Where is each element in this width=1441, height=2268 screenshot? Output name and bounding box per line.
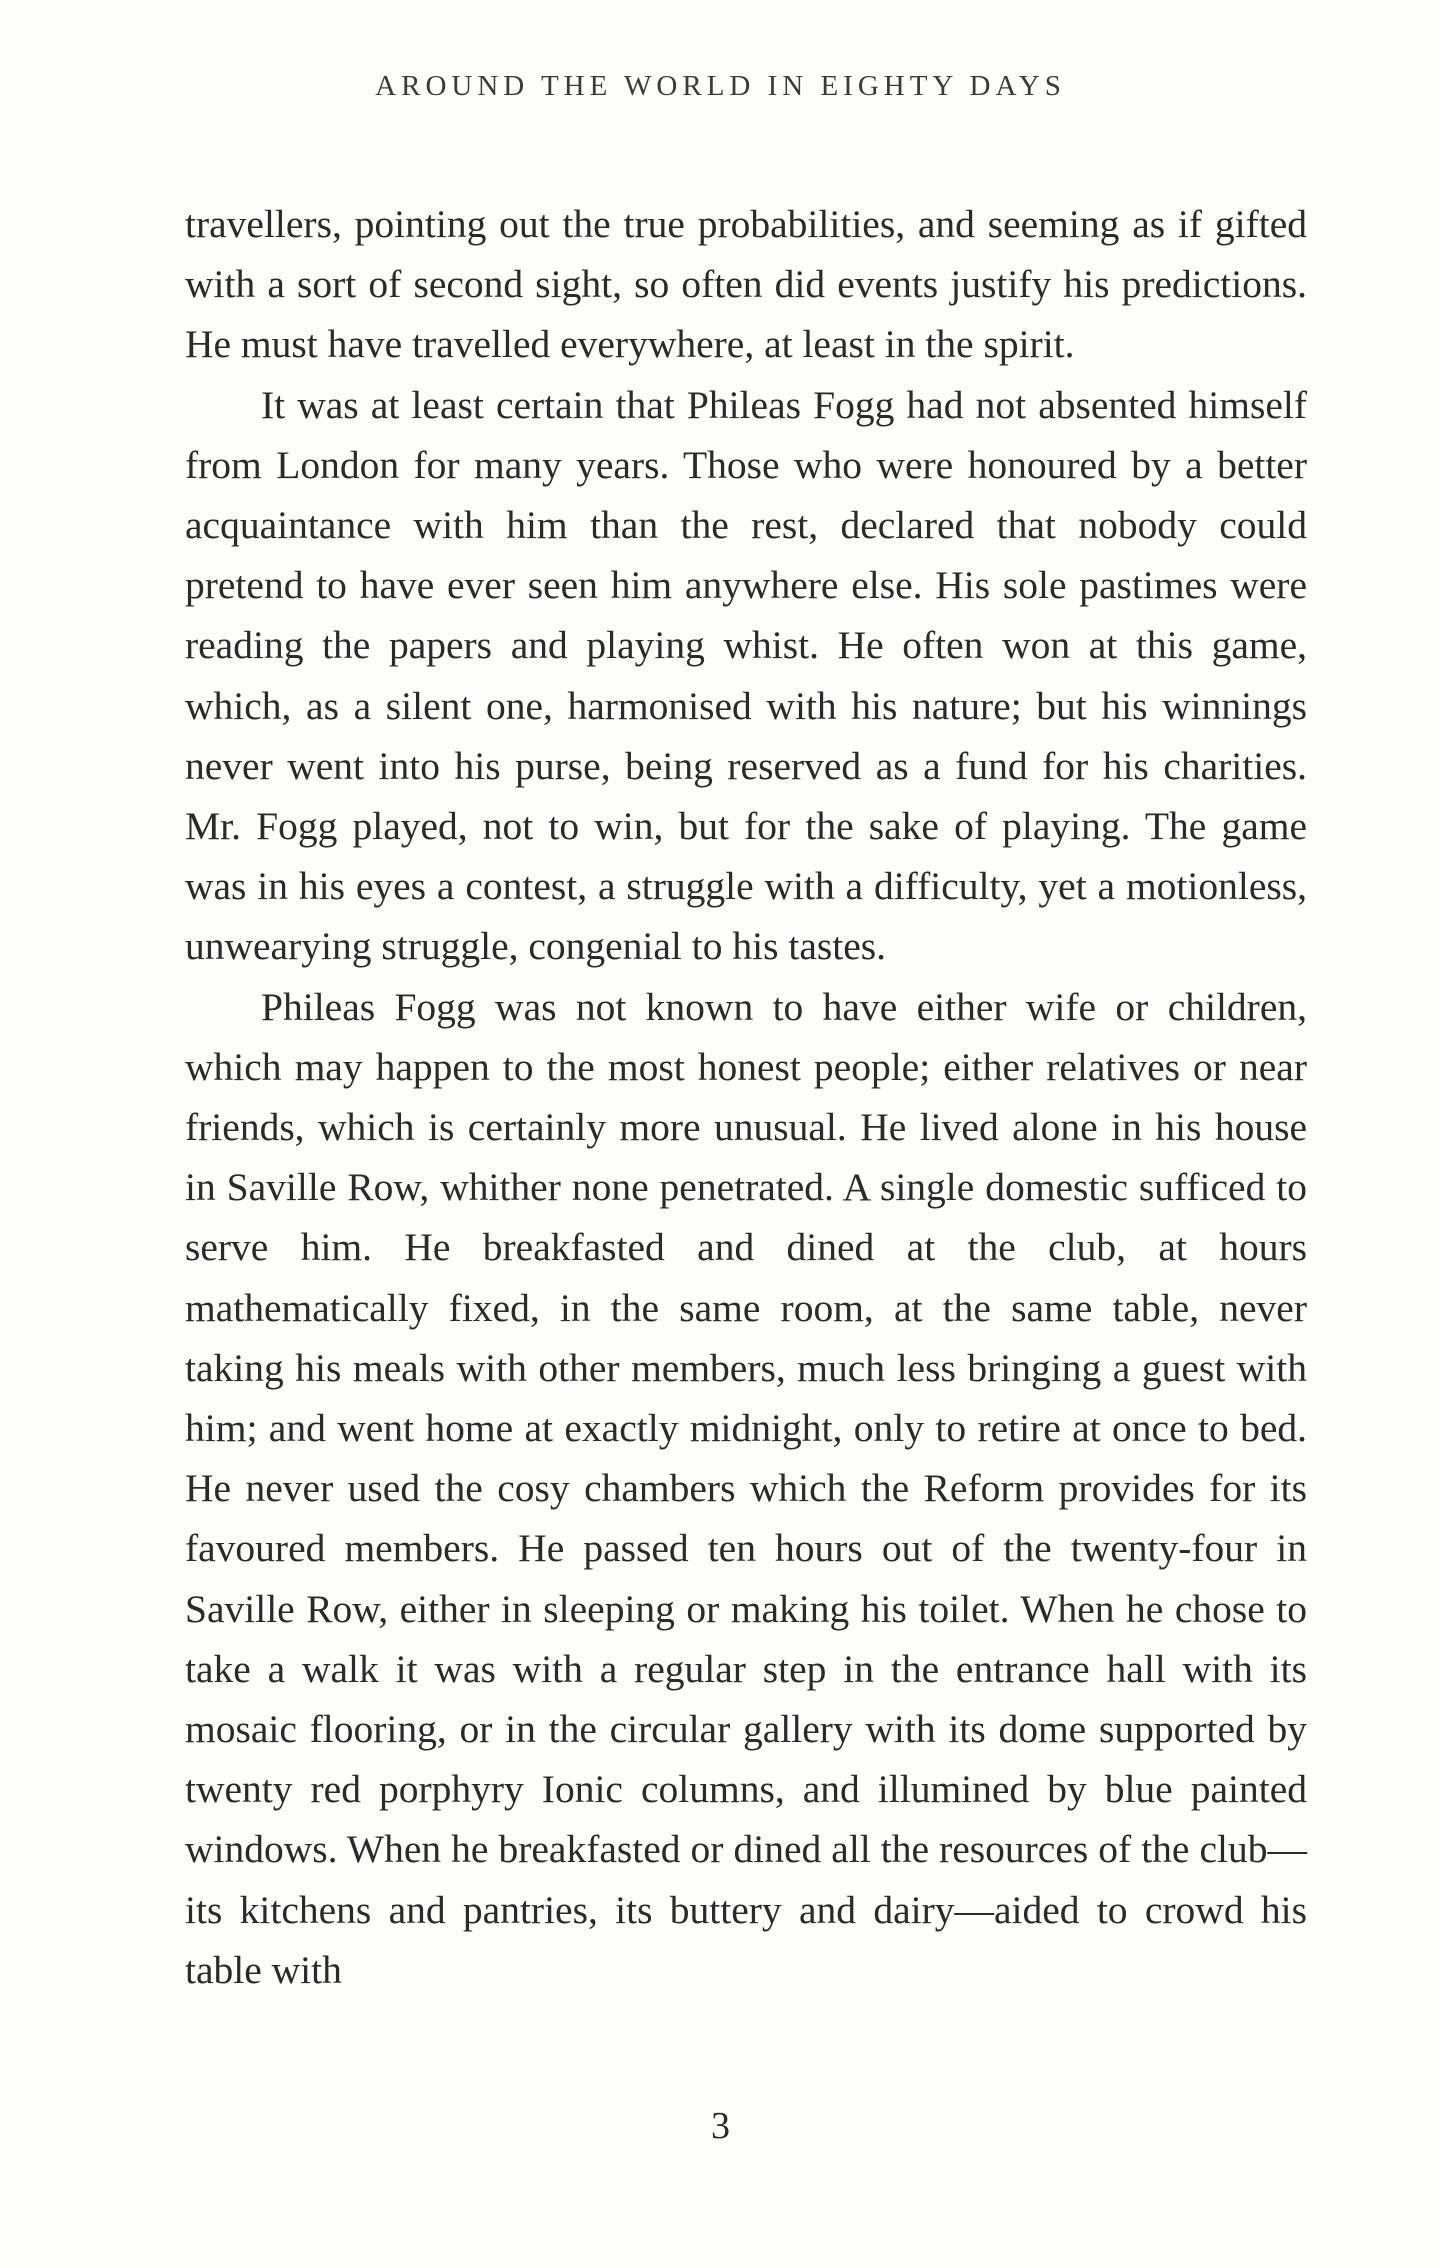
paragraph: travellers, pointing out the true probabilities, and seeming as if gifted with a sort of second sight, so often did events justify his predictions. He must have travelled everywhere, at least in the spirit. xyxy=(185,202,1307,367)
running-head: AROUND THE WORLD IN EIGHTY DAYS xyxy=(375,70,1066,102)
page-number: 3 xyxy=(711,2105,730,2147)
body-text xyxy=(185,194,1307,2000)
paragraph: Phileas Fogg was not known to have either wife or children, which may happen to the most honest people; either relatives or near friends, which is certainly more unusual. He lived alone in his house in Saville Row, whither none penetrated. A single domestic sufficed to serve him. He breakfasted and dined at the club, at hours mathematically fixed, in the same room, at the same table, never taking his meals with other members, much less bringing a guest with him; and went home at exactly midnight, only to retire at once to bed. He never used the cosy chambers which the Reform provides for its favoured members. He passed ten hours out of the twenty-four in Saville Row, either in sleeping or making his toilet. When he chose to take a walk it was with a regular step in the entrance hall with its mosaic flooring, or in the circular gallery with its dome supported by twenty red porphyry Ionic columns, and illumined by blue painted windows. When he breakfasted or dined all the resources of the club—its kitchens and pantries, its buttery and dairy—aided to crowd his table with xyxy=(185,984,1307,1992)
paragraph: It was at least certain that Phileas Fogg had not absented himself from London for many years. Those who were honoured by a better acquaintance with him than the rest, declared that nobody could pretend to have ever seen him anywhere else. His sole pastimes were reading the papers and playing whist. He often won at this game, which, as a silent one, harmonised with his nature; but his winnings never went into his purse, being reserved as a fund for his charities. Mr. Fogg played, not to win, but for the sake of playing. The game was in his eyes a contest, a struggle with a difficulty, yet a motionless, unwearying struggle, congenial to his tastes. xyxy=(185,382,1307,969)
